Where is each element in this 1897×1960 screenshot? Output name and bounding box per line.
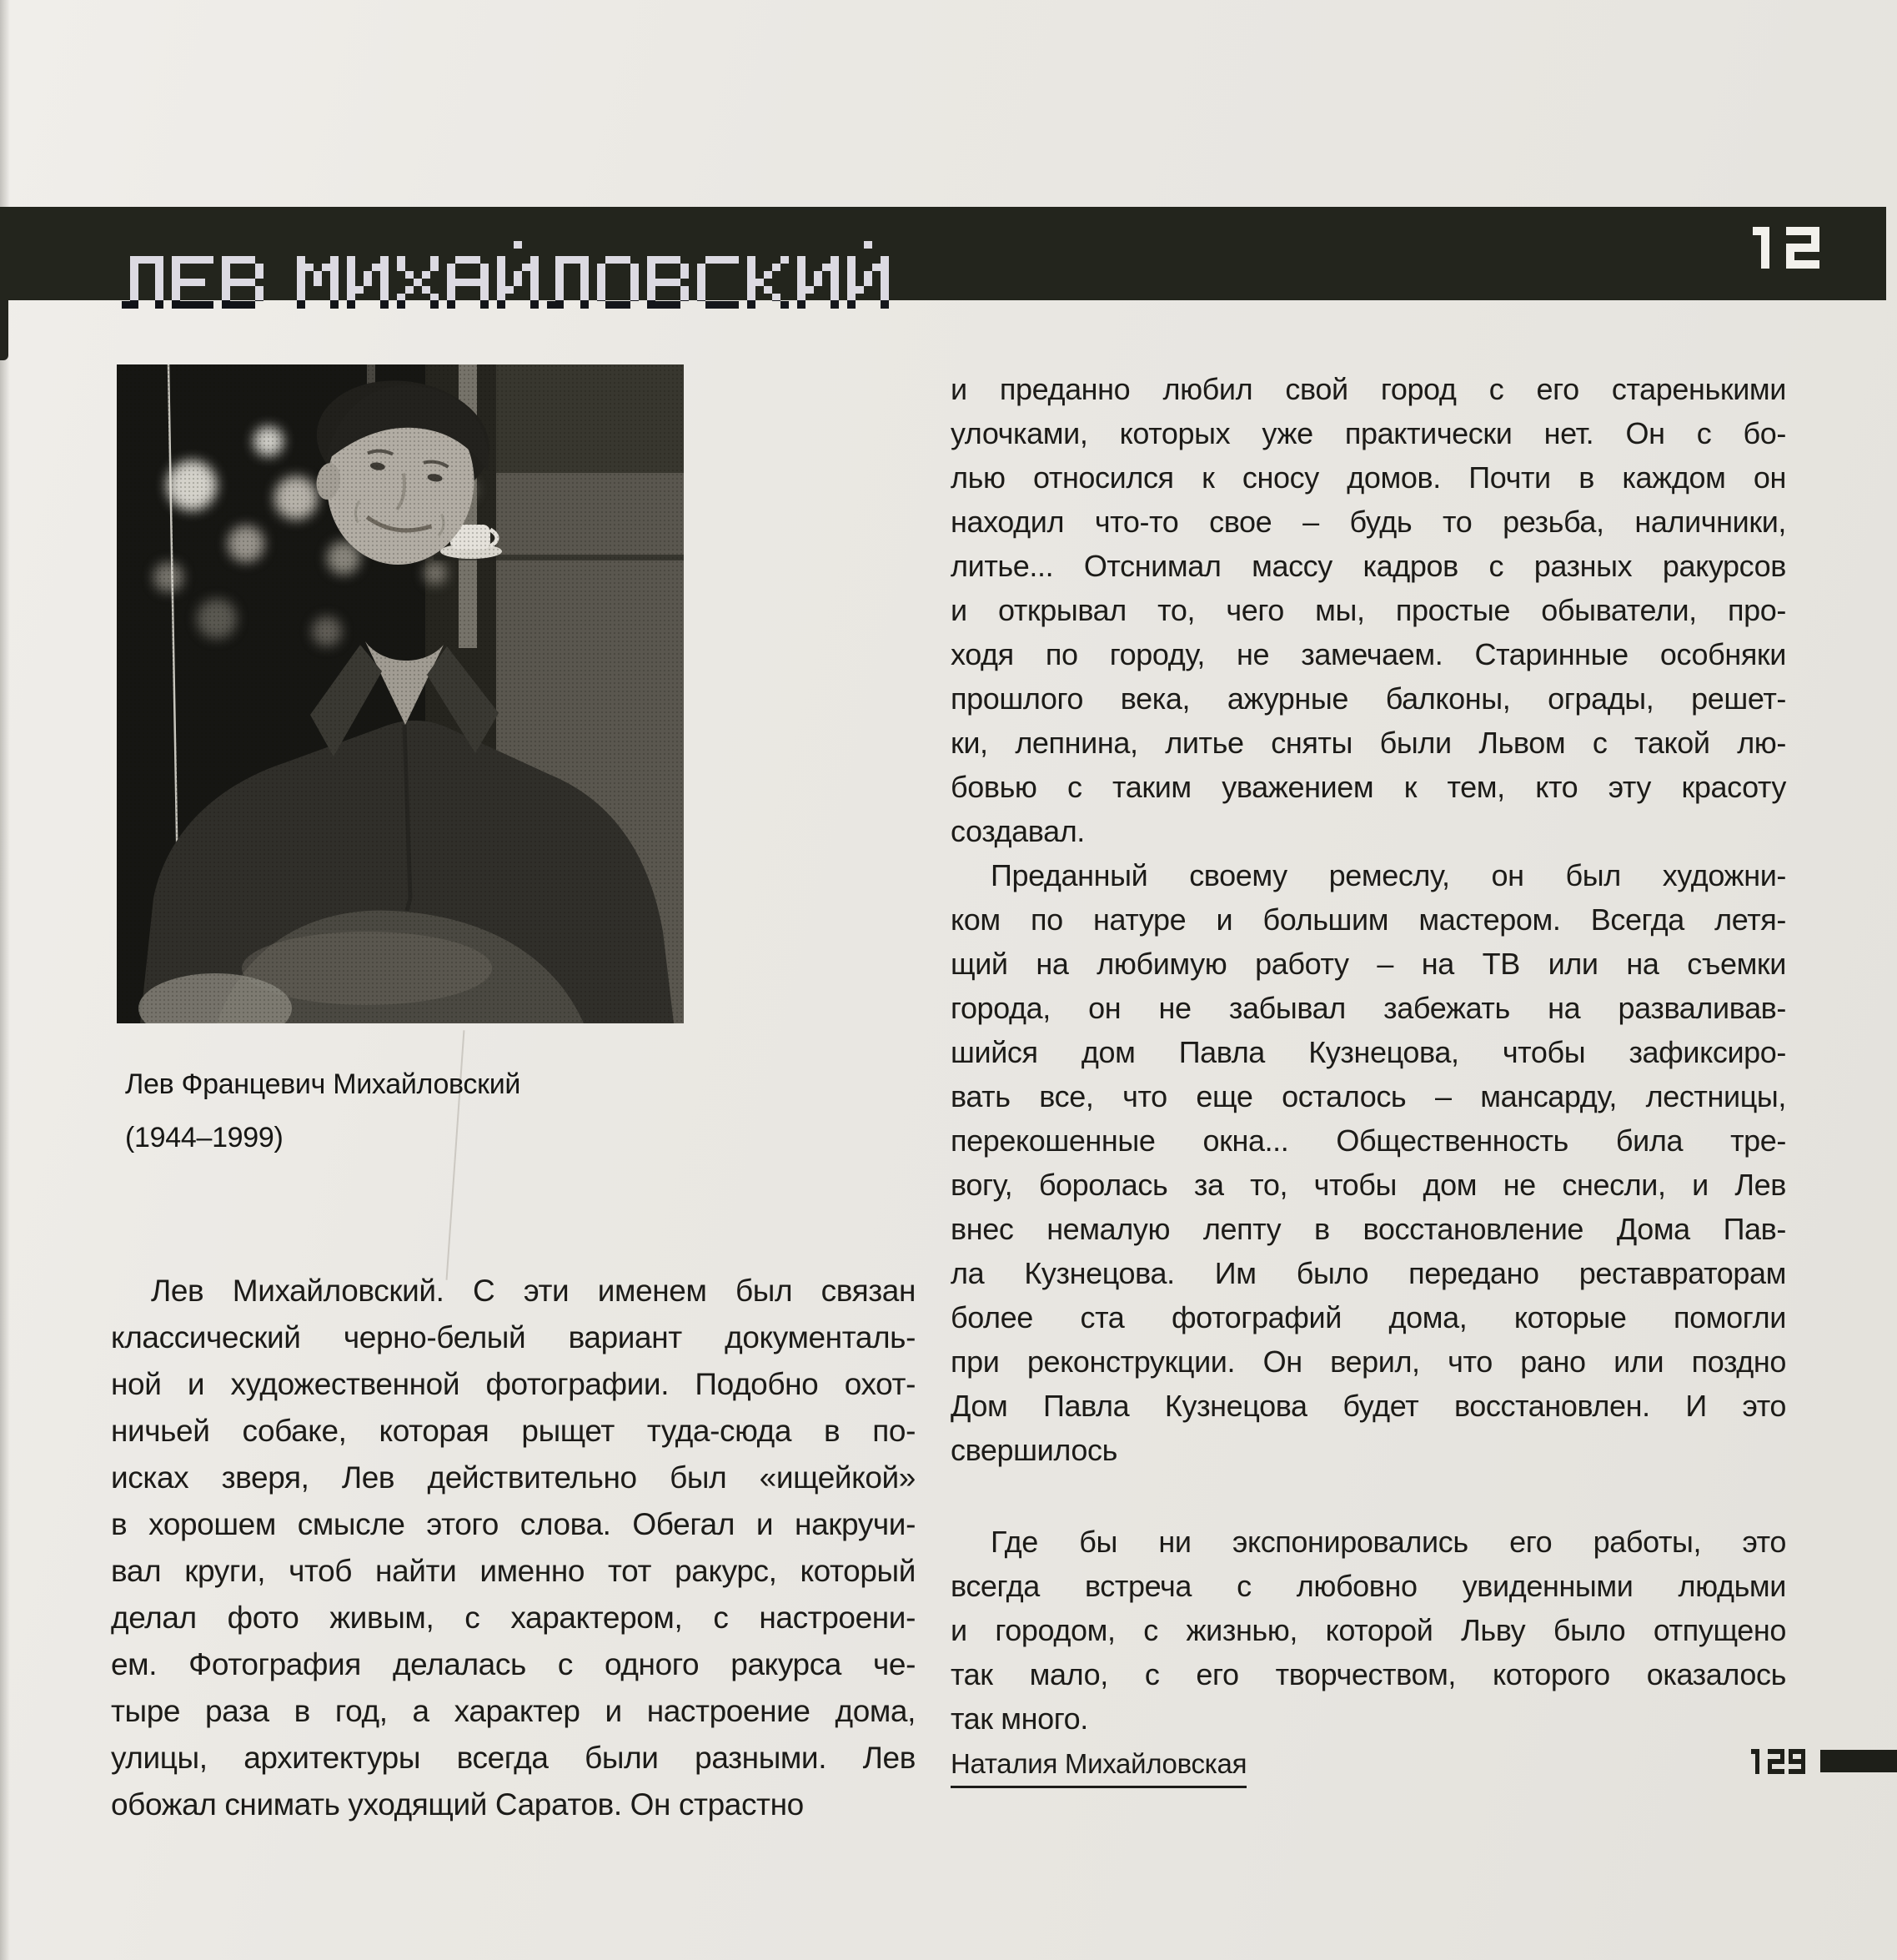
- chapter-number: [1753, 227, 1819, 269]
- text-line: ходя по городу, не замечаем. Старинные особняки: [951, 637, 1786, 671]
- text-line: Преданный своему ремеслу, он был художни-: [991, 858, 1786, 892]
- text-line: перекошенные окна... Общественность била тре-: [951, 1123, 1786, 1158]
- photo-caption: [125, 1058, 520, 1164]
- text-line: вал круги, чтоб найти именно тот ракурс, который: [111, 1554, 916, 1588]
- author-signature: Наталия Михайловская: [951, 1748, 1247, 1788]
- text-line: ком по натуре и большим мастером. Всегда летя-: [951, 902, 1786, 937]
- text-line: бовью с таким уважением к тем, кто эту красоту: [951, 770, 1786, 804]
- text-line: и открывал то, чего мы, простые обыватели, про-: [951, 593, 1786, 627]
- text-line: при реконструкции. Он верил, что рано или поздно: [951, 1344, 1786, 1379]
- caption-years: (1944–1999): [125, 1122, 284, 1153]
- paragraph: [111, 1268, 916, 1828]
- text-line: создавал.: [951, 814, 1085, 848]
- paragraph: [951, 1520, 1786, 1741]
- text-line: делал фото живым, с характером, с настроени-: [111, 1601, 916, 1635]
- text-line: более ста фотографий дома, которые помогли: [951, 1300, 1786, 1334]
- text-line: ла Кузнецова. Им было передано реставраторам: [951, 1256, 1786, 1290]
- right-text-column: [951, 367, 1786, 1741]
- text-line: Дом Павла Кузнецова будет восстановлен. И это: [951, 1389, 1786, 1423]
- text-line: вогу, боролась за то, чтобы дом не снесли, и Лев: [951, 1168, 1786, 1202]
- text-line: находил что-то свое – будь то резьба, наличники,: [951, 505, 1786, 539]
- text-line: свершилось: [951, 1433, 1117, 1467]
- paragraph: [951, 367, 1786, 853]
- text-line: шийся дом Павла Кузнецова, чтобы зафиксиро-: [951, 1035, 1786, 1069]
- paragraph: [951, 853, 1786, 1472]
- text-line: улицы, архитектуры всегда были разными. Лев: [111, 1741, 916, 1775]
- text-line: Где бы ни экспонировались его работы, это: [991, 1525, 1786, 1559]
- text-line: ной и художественной фотографии. Подобно охот-: [111, 1367, 916, 1401]
- text-line: ки, лепнина, литье сняты были Львом с такой лю-: [951, 726, 1786, 760]
- text-line: всегда встреча с любовно увиденными людьми: [951, 1569, 1786, 1603]
- portrait-photo: [117, 364, 684, 1023]
- text-line: улочками, которых уже практически нет. Он с бо-: [951, 416, 1786, 450]
- text-line: города, он не забывал забежать на разваливав-: [951, 991, 1786, 1025]
- text-line: и городом, с жизнью, которой Льву было отпущено: [951, 1613, 1786, 1647]
- text-line: тыре раза в год, а характер и настроение дома,: [111, 1694, 916, 1728]
- text-line: литье... Отснимал массу кадров с разных ракурсов: [951, 549, 1786, 583]
- text-line: Лев Михайловский. С эти именем был связан: [151, 1274, 916, 1308]
- text-line: обожал снимать уходящий Саратов. Он страстно: [111, 1787, 804, 1822]
- text-line: ничьей собаке, которая рыщет туда-сюда в по-: [111, 1414, 916, 1448]
- halftone-overlay: [117, 364, 684, 1023]
- page-title: [122, 241, 889, 309]
- text-line: лью относился к сносу домов. Почти в каждом он: [951, 460, 1786, 495]
- page-number: [1751, 1749, 1805, 1774]
- left-text-column: [111, 1268, 916, 1828]
- text-line: прошлого века, ажурные балконы, ограды, решет-: [951, 681, 1786, 716]
- footer-bar: [1820, 1750, 1897, 1772]
- caption-name: Лев Францевич Михайловский: [125, 1068, 521, 1100]
- text-line: и преданно любил свой город с его старенькими: [951, 372, 1786, 406]
- text-line: щий на любимую работу – на ТВ или на съемки: [951, 947, 1786, 981]
- text-line: в хорошем смысле этого слова. Обегал и накручи-: [111, 1507, 916, 1541]
- text-line: классический черно-белый вариант документаль-: [111, 1320, 916, 1354]
- text-line: внес немалую лепту в восстановление Дома Пав-: [951, 1212, 1786, 1246]
- text-line: так много.: [951, 1701, 1088, 1736]
- text-line: так мало, с его творчеством, которого оказалось: [951, 1657, 1786, 1691]
- text-line: исках зверя, Лев действительно был «ищейкой»: [111, 1460, 916, 1495]
- text-line: вать все, что еще осталось – мансарду, лестницы,: [951, 1079, 1786, 1113]
- text-line: ем. Фотография делалась с одного ракурса че-: [111, 1647, 916, 1681]
